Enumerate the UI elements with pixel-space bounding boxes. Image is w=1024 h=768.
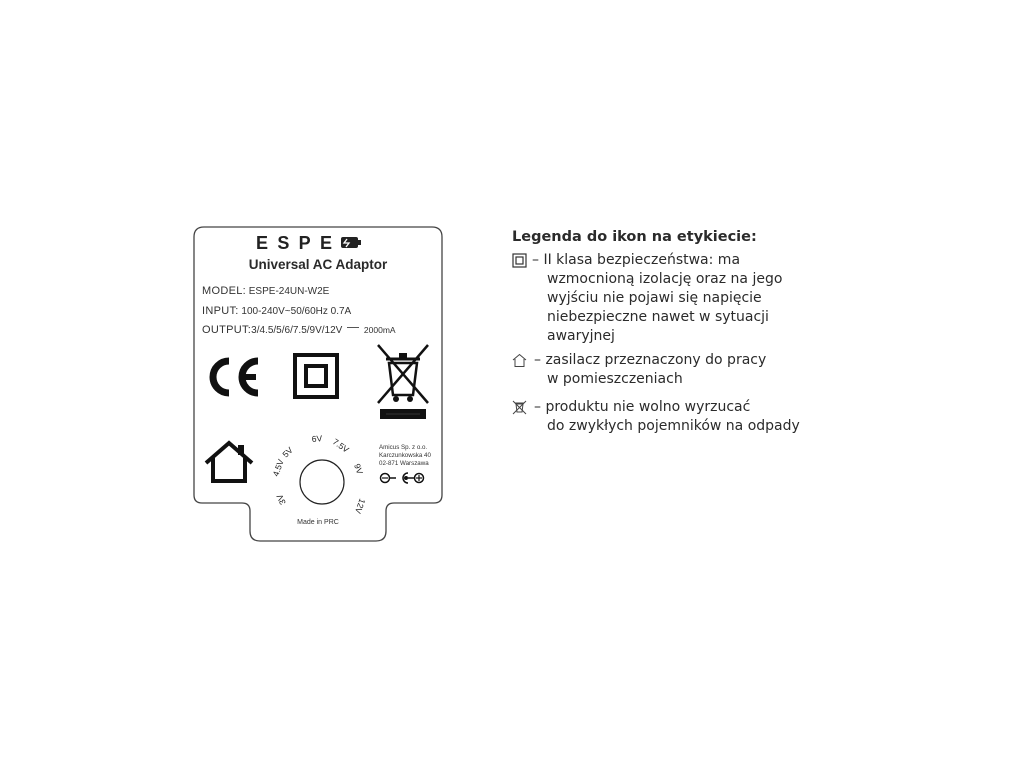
output-label: OUTPUT: <box>202 324 252 336</box>
manufacturer-city: 02-871 Warszawa <box>379 460 429 467</box>
legend-heading: Legenda do ikon na etykiecie: <box>512 229 757 245</box>
output-line <box>202 324 396 336</box>
legend-item-text: niebezpieczne nawet w sytuacji <box>547 309 769 325</box>
voltage-dial <box>262 425 382 520</box>
output-value: 3/4.5/5/6/7.5/9V/12V <box>251 325 343 336</box>
input-line <box>202 305 351 317</box>
voltage-12v: 12V <box>352 497 368 515</box>
manufacturer-address <box>379 444 431 468</box>
legend-item-text: – zasilacz przeznaczony do pracy <box>534 352 767 368</box>
dc-symbol-icon <box>347 327 359 334</box>
voltage-7-5v: 7.5V <box>330 436 351 455</box>
made-in: Made in PRC <box>297 519 339 526</box>
polarity-icon <box>378 471 426 485</box>
house-indoor-icon <box>512 353 527 368</box>
legend-item-text: – II klasa bezpieczeństwa: ma <box>532 252 741 268</box>
svg-text:ESPE: ESPE <box>256 233 336 253</box>
crossed-bin-icon <box>374 341 432 423</box>
input-label: INPUT: <box>202 305 239 317</box>
manufacturer-street: Karczunkowska 40 <box>379 452 431 459</box>
output-current: 2000mA <box>363 325 396 335</box>
legend-item-text: do zwykłych pojemników na odpady <box>547 418 800 434</box>
legend-item-text: w pomieszczeniach <box>547 371 683 387</box>
voltage-3v: 3V <box>274 492 288 507</box>
model-value: ESPE-24UN-W2E <box>248 286 330 297</box>
double-insulation-icon <box>292 352 340 400</box>
legend-item-text: wzmocnioną izolację oraz na jego <box>547 271 783 287</box>
label-title: Universal AC Adaptor <box>248 257 388 272</box>
crossed-bin-icon <box>512 400 527 415</box>
model-line <box>202 285 329 297</box>
double-insulation-icon <box>512 253 527 268</box>
voltage-5v: 5V <box>280 444 295 460</box>
voltage-9v: 9V <box>352 462 366 476</box>
legend-item-text: awaryjnej <box>547 328 615 344</box>
adaptor-label <box>192 225 444 543</box>
house-indoor-icon <box>202 439 256 485</box>
legend-item-indoor <box>512 351 842 389</box>
voltage-6v: 6V <box>311 433 323 444</box>
voltage-4-5v: 4.5V <box>270 457 286 478</box>
legend-item-bin <box>512 398 842 436</box>
legend-item-text: wyjściu nie pojawi się napięcie <box>547 290 762 306</box>
legend <box>512 229 842 436</box>
espe-logo <box>254 233 362 253</box>
ce-mark-icon <box>202 353 262 401</box>
input-value: 100-240V~50/60Hz 0.7A <box>241 306 352 317</box>
model-label: MODEL: <box>202 285 246 297</box>
legend-item-insulation <box>512 251 842 346</box>
legend-item-text: – produktu nie wolno wyrzucać <box>534 399 751 415</box>
manufacturer-name: Amicus Sp. z o.o. <box>379 444 428 451</box>
